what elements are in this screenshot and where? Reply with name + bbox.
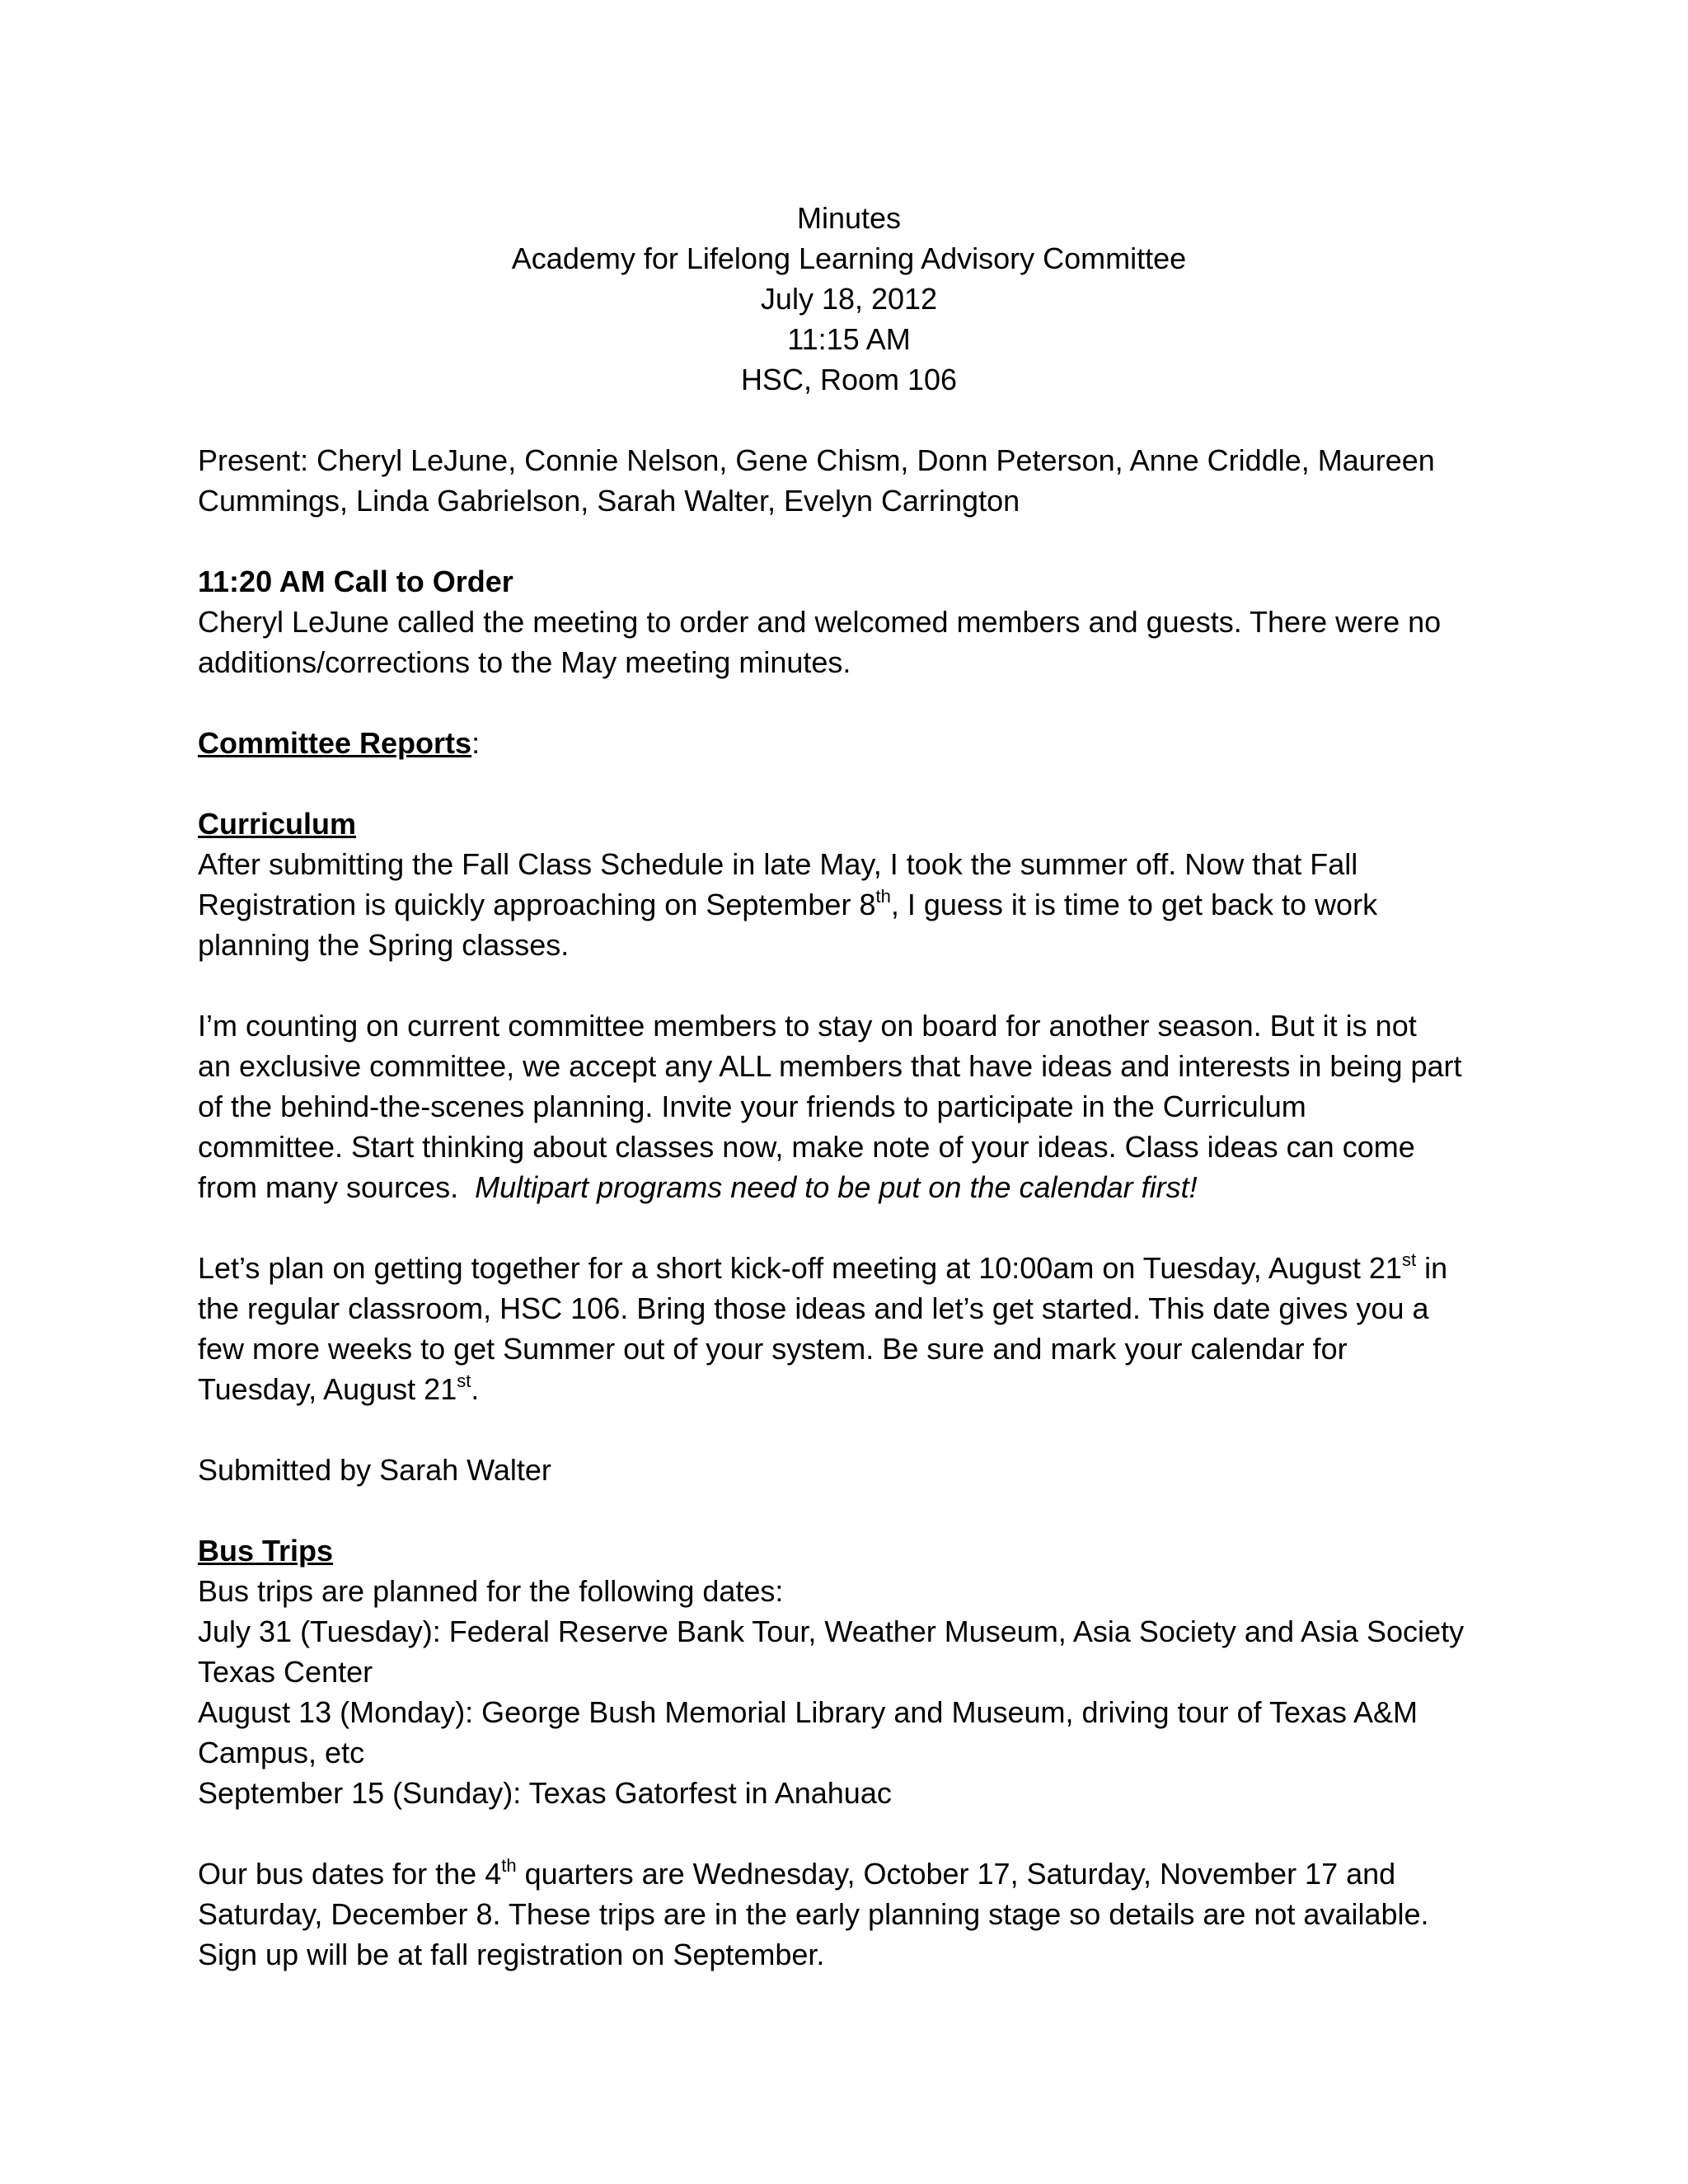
bus-trips-p2-line-1b: quarters are Wednesday, October 17, Saturday, November 17 and: [516, 1857, 1396, 1891]
curriculum-p3-line-2: the regular classroom, HSC 106. Bring those ideas and let’s get started. This date gives you a: [198, 1291, 1429, 1325]
bus-trip-2-line-2: Campus, etc: [198, 1736, 365, 1769]
present-paragraph: [198, 440, 1500, 521]
document-page: [198, 198, 1500, 2015]
curriculum-submitted-text: Submitted by Sarah Walter: [198, 1453, 551, 1487]
curriculum-p3-sup-1: st: [1401, 1249, 1417, 1270]
curriculum-p1-line-1: After submitting the Fall Class Schedule in late May, I took the summer off. Now that Fall: [198, 847, 1358, 881]
present-line-2: Cummings, Linda Gabrielson, Sarah Walter, Evelyn Carrington: [198, 484, 1020, 518]
call-to-order-heading: 11:20 AM Call to Order: [198, 565, 513, 598]
call-to-order-line-1: Cheryl LeJune called the meeting to order and welcomed members and guests. There were no: [198, 605, 1442, 639]
curriculum-p2-emphasis: Multipart programs need to be put on the calendar first!: [475, 1170, 1198, 1204]
curriculum-p3-line-1b: in: [1416, 1251, 1448, 1285]
call-to-order-line-2: additions/corrections to the May meeting minutes.: [198, 645, 851, 679]
curriculum-p3-line-4a: Tuesday, August 21: [198, 1372, 457, 1406]
bus-trips-p2-sup: th: [501, 1855, 517, 1876]
curriculum-p1-line-2: [198, 888, 1377, 921]
bus-trip-2-line-1: August 13 (Monday): George Bush Memorial Library and Museum, driving tour of Texas A&M: [198, 1695, 1418, 1729]
committee-reports-colon: :: [471, 726, 481, 760]
header-committee: Academy for Lifelong Learning Advisory Committee: [511, 241, 1187, 275]
curriculum-submitted-by: [198, 1450, 1500, 1490]
bus-trip-1-line-2: Texas Center: [198, 1655, 373, 1689]
document-header: [198, 198, 1500, 400]
curriculum-heading: Curriculum: [198, 807, 357, 841]
curriculum-p2-line-3: of the behind-the-scenes planning. Invite your friends to participate in the Curriculum: [198, 1090, 1306, 1123]
committee-reports-heading-block: [198, 723, 1500, 763]
curriculum-paragraph-3: [198, 1248, 1500, 1409]
curriculum-p2-line-2: an exclusive committee, we accept any ALL members that have ideas and interests in being part: [198, 1049, 1462, 1083]
curriculum-p3-line-1a: Let’s plan on getting together for a short kick-off meeting at 10:00am on Tuesday, August 21: [198, 1251, 1402, 1285]
curriculum-paragraph-2: [198, 1005, 1500, 1207]
curriculum-p2-line-4: committee. Start thinking about classes now, make note of your ideas. Class ideas can come: [198, 1130, 1415, 1164]
bus-trips-p2-line-2: Saturday, December 8. These trips are in the early planning stage so details are not available.: [198, 1897, 1429, 1931]
curriculum-p3-line-4b: .: [471, 1372, 480, 1406]
committee-reports-heading: Committee Reports: [198, 726, 472, 760]
call-to-order-section: [198, 561, 1500, 682]
bus-trips-paragraph-2: [198, 1854, 1500, 1975]
curriculum-p1-sup: th: [875, 886, 891, 907]
curriculum-p3-sup-2: st: [457, 1371, 471, 1391]
bus-trips-section: [198, 1530, 1500, 1813]
curriculum-paragraph-1: [198, 804, 1500, 965]
curriculum-p2-line-1: I’m counting on current committee members to stay on board for another season. But it is not: [198, 1009, 1417, 1043]
header-time: 11:15 AM: [787, 322, 911, 356]
bus-trips-p2-line-1: [198, 1857, 1395, 1891]
bus-trip-3: September 15 (Sunday): Texas Gatorfest in Anahuac: [198, 1776, 892, 1810]
bus-trips-heading: Bus Trips: [198, 1534, 334, 1568]
bus-trip-1-line-1: July 31 (Tuesday): Federal Reserve Bank Tour, Weather Museum, Asia Society and Asia Society: [198, 1615, 1465, 1648]
curriculum-p2-line-5: [198, 1170, 1198, 1204]
bus-trips-intro: Bus trips are planned for the following dates:: [198, 1574, 784, 1608]
header-location: HSC, Room 106: [740, 363, 958, 396]
curriculum-p1-line-3: planning the Spring classes.: [198, 928, 570, 962]
curriculum-p3-line-1: [198, 1251, 1447, 1285]
bus-trips-p2-line-1a: Our bus dates for the 4: [198, 1857, 502, 1891]
curriculum-p3-line-3: few more weeks to get Summer out of your system. Be sure and mark your calendar for: [198, 1332, 1348, 1366]
header-title: Minutes: [796, 201, 902, 235]
header-date: July 18, 2012: [760, 282, 938, 316]
present-line-1: Present: Cheryl LeJune, Connie Nelson, Gene Chism, Donn Peterson, Anne Criddle, Maureen: [198, 443, 1435, 477]
curriculum-p2-line-5a: from many sources.: [198, 1170, 476, 1204]
curriculum-p3-line-4: [198, 1372, 479, 1406]
curriculum-p1-line-2a: Registration is quickly approaching on September 8: [198, 888, 876, 921]
curriculum-p1-line-2b: , I guess it is time to get back to work: [890, 888, 1378, 921]
bus-trips-p2-line-3: Sign up will be at fall registration on September.: [198, 1938, 825, 1971]
